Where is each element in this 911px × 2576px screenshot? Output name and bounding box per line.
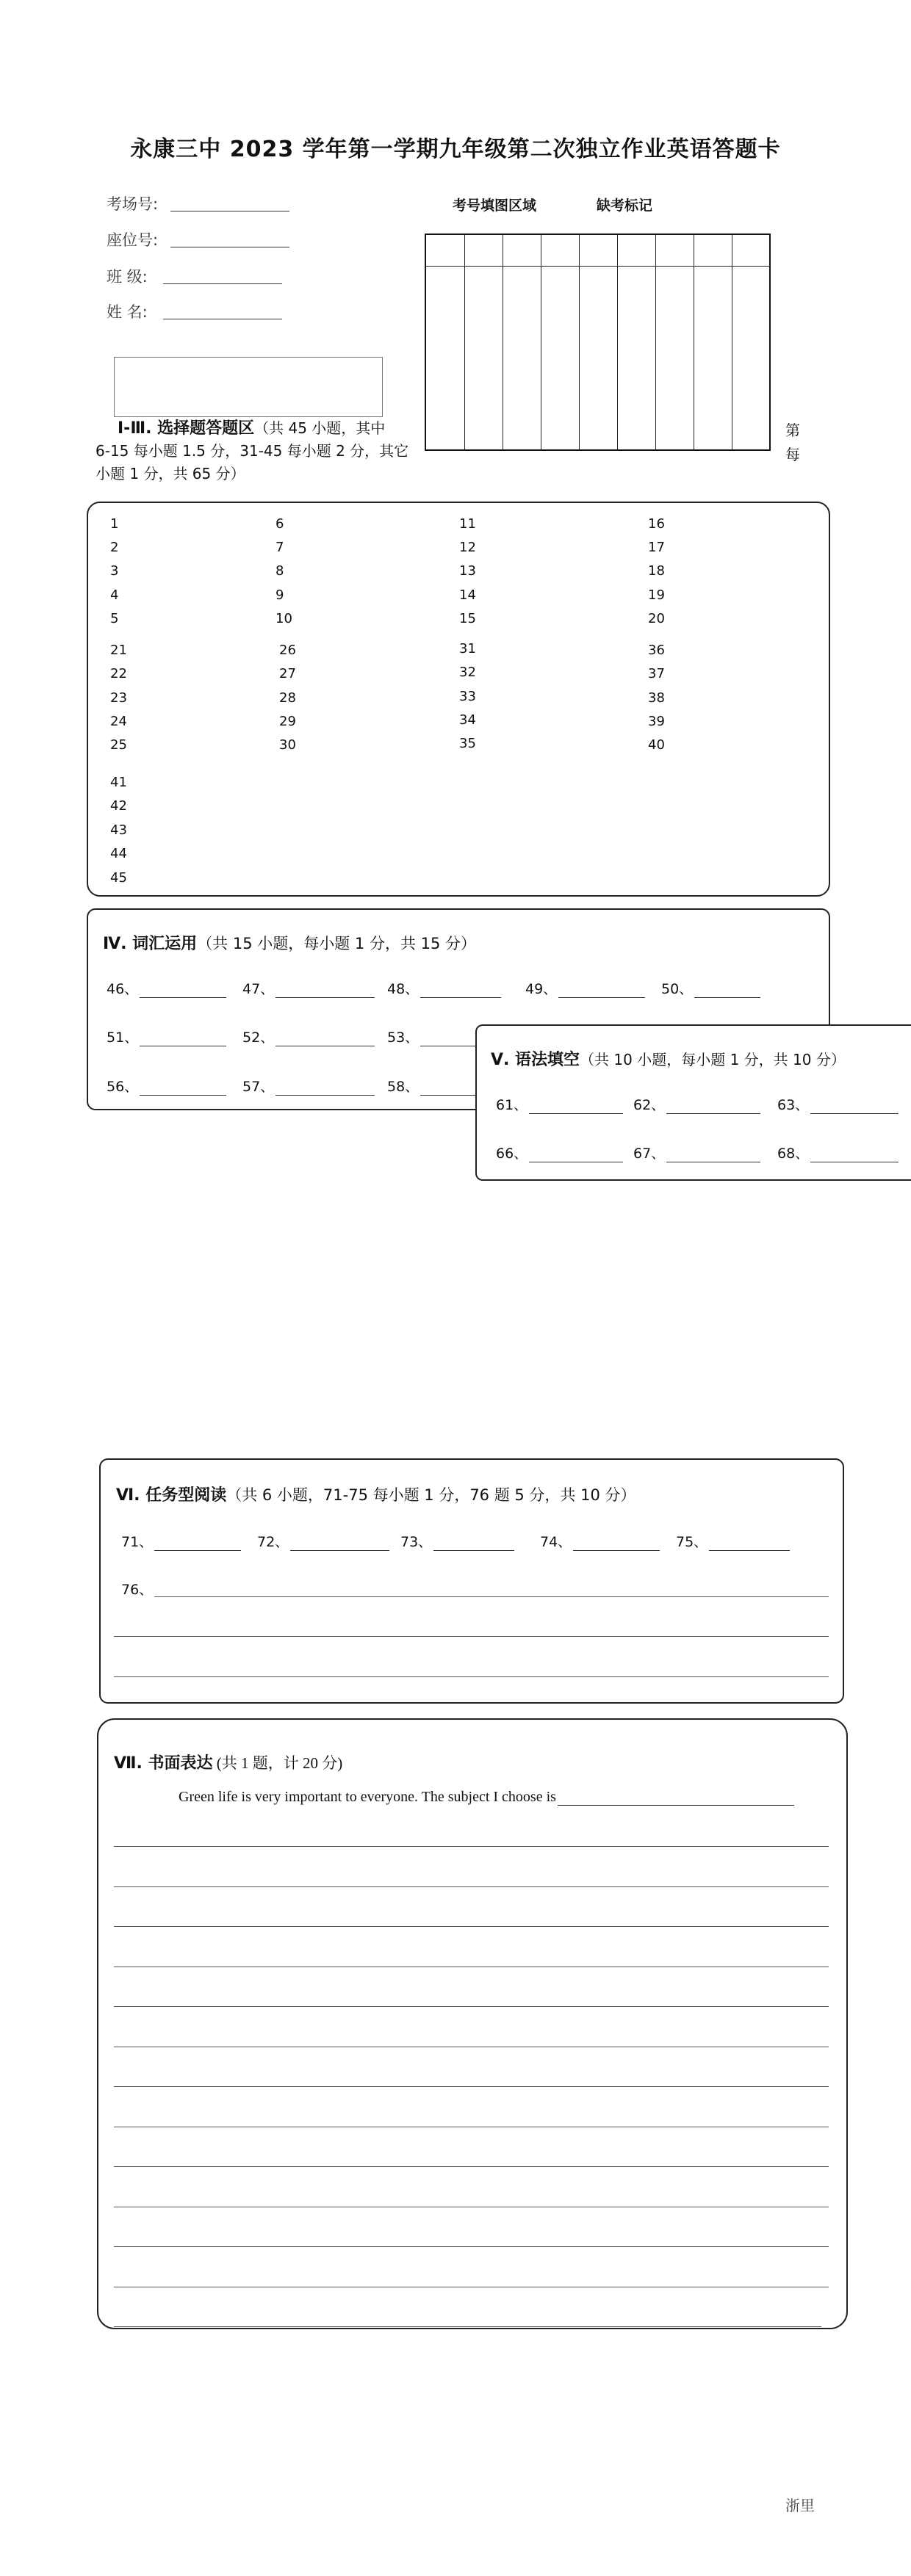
writing-section-header — [114, 1751, 342, 1773]
answer-line[interactable] — [114, 1636, 829, 1637]
vocab-blank-item — [525, 978, 645, 998]
vocab-answer-blank[interactable] — [276, 1081, 375, 1096]
mc-question-number: 10 — [276, 611, 292, 626]
page-title: 永康三中 2023 学年第一学期九年级第二次独立作业英语答题卡 — [130, 137, 781, 162]
mc-question-number: 17 — [648, 540, 665, 555]
vocab-blank-item — [661, 978, 760, 998]
task-answer-blank[interactable] — [154, 1536, 241, 1551]
mc-question-number: 34 — [459, 712, 476, 728]
mc-question-number: 43 — [110, 822, 127, 838]
mc-section-desc-1: （共 45 小题，其中 — [254, 419, 386, 437]
task-answer-blank[interactable] — [573, 1536, 660, 1551]
item-76-label: 76、 — [121, 1582, 154, 1598]
vocab-item-number: 46、 — [107, 981, 139, 997]
mc-question-number: 26 — [279, 643, 296, 658]
name-label: 姓 名: — [107, 303, 148, 321]
grammar-answer-blank[interactable] — [810, 1148, 899, 1162]
grid-column-line — [464, 235, 465, 449]
mc-question-number: 29 — [279, 714, 296, 729]
grid-row-line — [426, 266, 769, 267]
task-item-number: 72、 — [257, 1534, 289, 1550]
exam-room-field[interactable] — [170, 192, 289, 211]
side-char-2: 每 — [785, 446, 800, 463]
grammar-answer-blank[interactable] — [810, 1099, 899, 1114]
mc-section-header — [96, 417, 419, 485]
mc-question-number: 31 — [459, 641, 476, 656]
grammar-blank-item — [777, 1143, 899, 1162]
mc-question-number: 12 — [459, 540, 476, 555]
mc-question-number: 3 — [110, 563, 119, 579]
vocab-item-number: 47、 — [242, 981, 275, 997]
mc-question-number: 41 — [110, 775, 127, 790]
mc-question-number: 27 — [279, 666, 296, 681]
task-item-number: 73、 — [400, 1534, 433, 1550]
vocab-section-header — [103, 931, 476, 954]
mc-question-number: 22 — [110, 666, 127, 681]
task-reading-desc: （共 6 小题，71-75 每小题 1 分，76 题 5 分，共 10 分） — [226, 1486, 636, 1504]
task-item-number: 74、 — [540, 1534, 572, 1550]
mc-question-number: 1 — [110, 516, 119, 532]
side-char-1: 第 — [785, 422, 800, 439]
grammar-item-number: 67、 — [633, 1146, 666, 1162]
writing-prompt-text: Green life is very important to everyone. The subject I choose is — [179, 1789, 556, 1805]
seat-number-label: 座位号: — [107, 231, 159, 249]
task-answer-blank[interactable] — [290, 1536, 389, 1551]
mc-question-number: 4 — [110, 587, 119, 603]
task-blank-item — [540, 1531, 660, 1551]
grammar-item-number: 63、 — [777, 1097, 810, 1113]
mc-question-number: 15 — [459, 611, 476, 626]
vocab-item-number: 56、 — [107, 1079, 139, 1095]
task-item-number: 71、 — [121, 1534, 154, 1550]
mc-question-number: 21 — [110, 643, 127, 658]
mc-answer-box — [87, 502, 830, 897]
mc-question-number: 19 — [648, 587, 665, 603]
vocab-answer-blank[interactable] — [558, 983, 645, 998]
task-blank-item — [400, 1531, 514, 1551]
mc-question-number: 23 — [110, 690, 127, 706]
vocab-item-number: 52、 — [242, 1030, 275, 1046]
grammar-blank-item — [633, 1094, 760, 1114]
task-answer-blank[interactable] — [433, 1536, 514, 1551]
vocab-blank-item — [387, 978, 501, 998]
mc-question-number: 16 — [648, 516, 665, 532]
vocab-answer-blank[interactable] — [140, 983, 226, 998]
vocab-section-desc: （共 15 小题，每小题 1 分，共 15 分） — [197, 935, 477, 952]
mc-question-number: 32 — [459, 665, 476, 680]
grammar-item-number: 68、 — [777, 1146, 810, 1162]
vocab-answer-blank[interactable] — [140, 1032, 226, 1046]
vocab-item-number: 48、 — [387, 981, 420, 997]
mc-question-number: 6 — [276, 516, 284, 532]
vocab-answer-blank[interactable] — [694, 983, 760, 998]
writing-line[interactable] — [114, 2326, 821, 2327]
writing-line[interactable] — [114, 1846, 829, 1847]
class-label: 班 级: — [107, 268, 148, 286]
mc-question-number: 40 — [648, 737, 665, 753]
mc-question-number: 8 — [276, 563, 284, 579]
grammar-item-number: 61、 — [496, 1097, 528, 1113]
mc-question-number: 14 — [459, 587, 476, 603]
task-blank-item — [257, 1531, 389, 1551]
mc-question-number: 42 — [110, 798, 127, 814]
vocab-item-number: 50、 — [661, 981, 694, 997]
task-answer-blank[interactable] — [709, 1536, 790, 1551]
absent-mark-label: 缺考标记 — [597, 198, 653, 214]
task-item-number: 75、 — [676, 1534, 708, 1550]
vocab-answer-blank[interactable] — [140, 1081, 226, 1096]
exam-room-label: 考场号: — [107, 195, 159, 213]
mc-question-number: 25 — [110, 737, 127, 753]
writing-line[interactable] — [114, 2086, 829, 2087]
vocab-item-number: 53、 — [387, 1030, 420, 1046]
mc-question-number: 7 — [276, 540, 284, 555]
vocab-blank-item — [242, 1076, 375, 1096]
mc-section-desc-2: 6-15 每小题 1.5 分，31-45 每小题 2 分，其它 — [96, 442, 409, 460]
mc-question-number: 13 — [459, 563, 476, 579]
mc-question-number: 24 — [110, 714, 127, 729]
mc-question-number: 28 — [279, 690, 296, 706]
grid-column-line — [579, 235, 580, 449]
answer-line[interactable] — [114, 1676, 829, 1677]
name-field[interactable] — [163, 300, 282, 319]
vocab-item-number: 57、 — [242, 1079, 275, 1095]
grammar-blank-item — [633, 1143, 760, 1162]
grammar-blank-item — [777, 1094, 899, 1114]
vocab-answer-blank[interactable] — [420, 983, 501, 998]
mc-question-number: 33 — [459, 689, 476, 704]
writing-line[interactable] — [114, 2006, 829, 2007]
vocab-answer-blank[interactable] — [276, 1032, 375, 1046]
seat-number-field[interactable] — [170, 228, 289, 247]
mc-question-number: 11 — [459, 516, 476, 532]
vocab-blank-item — [107, 1027, 226, 1046]
class-field[interactable] — [163, 265, 282, 284]
vocab-blank-item — [107, 978, 226, 998]
mc-question-number: 45 — [110, 870, 127, 886]
vocab-item-number: 51、 — [107, 1030, 139, 1046]
vocab-answer-blank[interactable] — [276, 983, 375, 998]
vocab-section-title: Ⅳ. 词汇运用 — [103, 935, 198, 953]
answer-line-76[interactable] — [154, 1596, 829, 1597]
grammar-item-number: 62、 — [633, 1097, 666, 1113]
vocab-blank-item — [242, 1027, 375, 1046]
grammar-answer-blank[interactable] — [666, 1099, 760, 1114]
mc-question-number: 5 — [110, 611, 119, 626]
mc-question-number: 18 — [648, 563, 665, 579]
grid-column-line — [655, 235, 656, 449]
grammar-section-header — [491, 1047, 846, 1070]
mc-question-number: 35 — [459, 736, 476, 751]
grid-column-line — [617, 235, 618, 449]
writing-line[interactable] — [114, 1886, 829, 1887]
writing-prompt — [179, 1789, 794, 1806]
mc-question-number: 20 — [648, 611, 665, 626]
mc-question-number: 38 — [648, 690, 665, 706]
mc-section-title: Ⅰ-Ⅲ. 选择题答题区 — [118, 419, 255, 438]
grammar-section-title: Ⅴ. 语法填空 — [491, 1051, 580, 1069]
grammar-answer-blank[interactable] — [666, 1148, 760, 1162]
writing-line[interactable] — [114, 2246, 829, 2247]
vocab-item-number: 49、 — [525, 981, 558, 997]
vocab-blank-item — [107, 1076, 226, 1096]
barcode-box — [114, 357, 383, 417]
grammar-section-desc: （共 10 小题，每小题 1 分，共 10 分） — [580, 1051, 846, 1068]
writing-section-desc: (共 1 题，计 20 分) — [216, 1754, 343, 1772]
mc-question-number: 37 — [648, 666, 665, 681]
writing-section-title: Ⅶ. 书面表达 — [114, 1754, 213, 1773]
mc-question-number: 30 — [279, 737, 296, 753]
mc-question-number: 36 — [648, 643, 665, 658]
exam-id-area-label: 考号填图区域 — [453, 198, 537, 214]
task-blank-item — [121, 1531, 241, 1551]
grammar-blank-item — [496, 1094, 623, 1114]
mc-question-number: 2 — [110, 540, 119, 555]
vocab-item-number: 58、 — [387, 1079, 420, 1095]
mc-question-number: 39 — [648, 714, 665, 729]
exam-id-grid[interactable] — [425, 234, 771, 451]
writing-line[interactable] — [114, 1926, 829, 1927]
grammar-answer-blank[interactable] — [529, 1099, 623, 1114]
subject-blank[interactable] — [558, 1791, 794, 1806]
grammar-answer-blank[interactable] — [529, 1148, 623, 1162]
writing-line[interactable] — [114, 2166, 829, 2167]
footer-text: 浙里 — [785, 2497, 815, 2514]
vocab-blank-item — [242, 978, 375, 998]
grammar-item-number: 66、 — [496, 1146, 528, 1162]
mc-question-number: 9 — [276, 587, 284, 603]
task-reading-header — [116, 1483, 636, 1505]
grammar-blank-item — [496, 1143, 623, 1162]
task-reading-title: Ⅵ. 任务型阅读 — [116, 1486, 227, 1505]
writing-section-box — [97, 1718, 848, 2329]
mc-section-desc-3: 小题 1 分，共 65 分） — [96, 465, 245, 482]
mc-question-number: 44 — [110, 846, 127, 861]
task-blank-item — [676, 1531, 790, 1551]
